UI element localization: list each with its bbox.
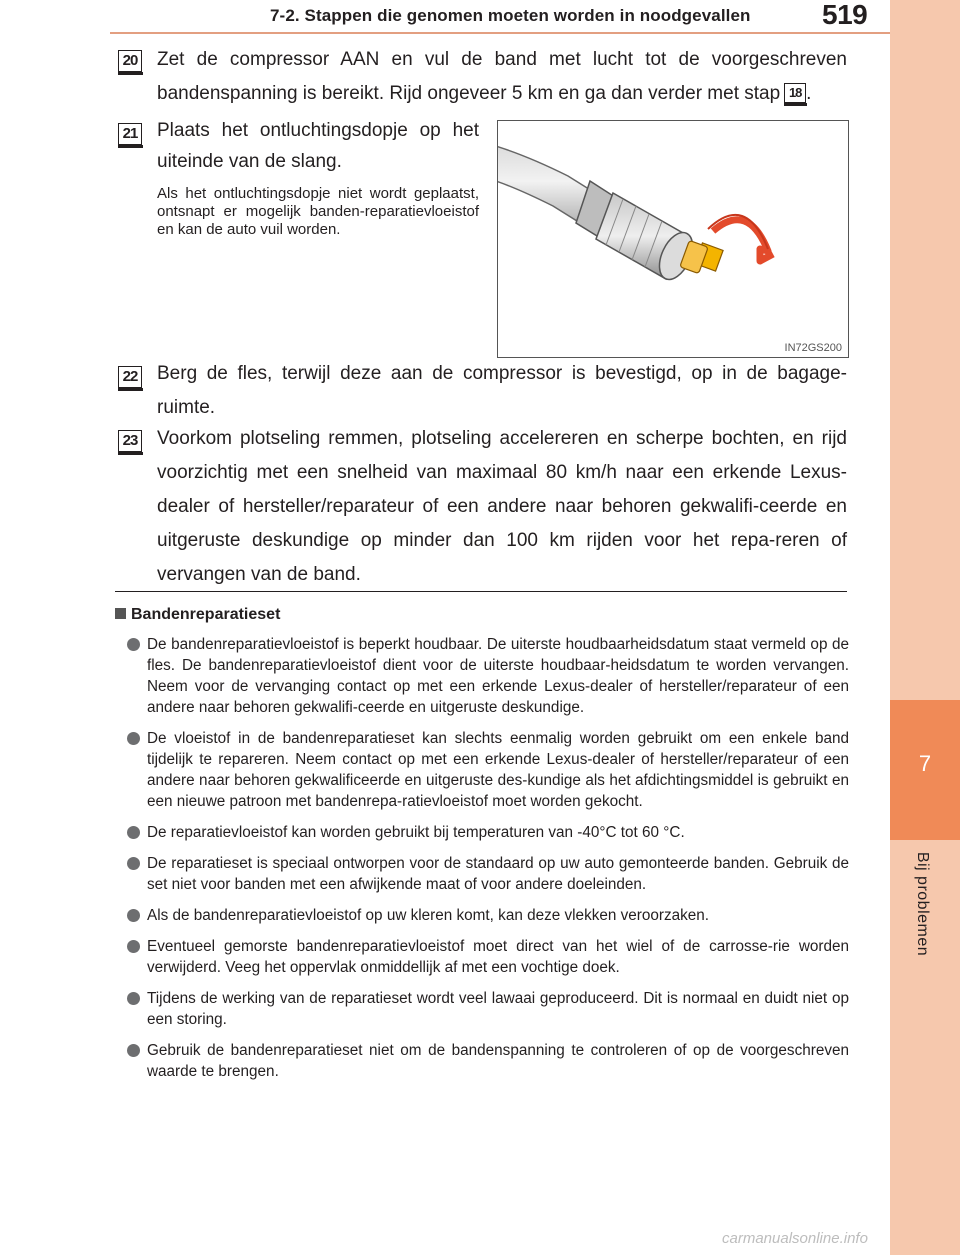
step-note-21: Als het ontluchtingsdopje niet wordt geplaatst, ontsnapt er mogelijk banden-reparatievloeistof en kan de auto vuil worden. <box>157 185 479 238</box>
list-item <box>127 728 849 812</box>
chapter-number: 7 <box>918 751 932 776</box>
header-title: 7-2. Stappen die genomen moeten worden in noodgevallen <box>270 6 751 25</box>
list-item-text: Gebruik de bandenreparatieset niet om de bandenspanning te controleren of op de voorgeschreven waarde te brengen. <box>147 1042 849 1080</box>
section-divider <box>115 591 847 592</box>
hose-cap-illustration <box>497 120 849 358</box>
list-item <box>127 822 849 843</box>
section-heading <box>115 606 280 624</box>
header-rule <box>110 32 890 34</box>
watermark: carmanualsonline.info <box>722 1230 868 1247</box>
step-20-body: Zet de compressor AAN en vul de band met lucht tot de voorgeschreven bandenspanning is bereikt. Rijd ongeveer 5 km en ga dan verder met stap <box>157 49 847 104</box>
bullet-dot-icon <box>127 638 140 651</box>
step-text-20 <box>157 43 847 111</box>
page-header <box>0 0 890 32</box>
list-item <box>127 936 849 978</box>
list-item <box>127 634 849 718</box>
notes-list <box>127 634 849 1092</box>
step-number-23: 23 <box>118 430 142 452</box>
bullet-dot-icon <box>127 1044 140 1057</box>
chapter-box <box>890 700 960 840</box>
list-item-text: Tijdens de werking van de reparatieset wordt veel lawaai geproduceerd. Dit is normaal en duidt niet op een storing. <box>147 990 849 1028</box>
list-item <box>127 853 849 895</box>
step-number-21: 21 <box>118 123 142 145</box>
list-item <box>127 905 849 926</box>
list-item-text: De bandenreparatievloeistof is beperkt houdbaar. De uiterste houdbaarheidsdatum staat vermeld op de fles. De bandenreparatievloeistof dient voor de uiterste houdbaar-heidsdatum te worden vervangen. Neem voor de vervanging contact op met een erkende Lexus-dealer of hersteller/reparateur of een andere naar behoren gekwalifi-ceerde en uitgeruste deskundige. <box>147 636 849 716</box>
bullet-dot-icon <box>127 857 140 870</box>
page-number: 519 <box>822 0 868 30</box>
step-number-22: 22 <box>118 366 142 388</box>
list-item-text: De reparatieset is speciaal ontworpen voor de standaard op uw auto gemonteerde banden. Gebruik de set niet voor banden met een afwijkende maat of voor andere doeleinden. <box>147 855 849 893</box>
section-heading-text: Bandenreparatieset <box>131 606 281 623</box>
figure-code: IN72GS200 <box>784 342 842 354</box>
bullet-dot-icon <box>127 826 140 839</box>
list-item-text: De reparatievloeistof kan worden gebruikt bij temperaturen van -40°C tot 60 °C. <box>147 824 685 841</box>
chapter-side-tab <box>890 0 960 1255</box>
list-item-text: De vloeistof in de bandenreparatieset kan slechts eenmalig worden gebruikt om een enkele band tijdelijk te repareren. Neem contact op met een erkende Lexus-dealer of hersteller/reparateur of een andere naar behoren gekwalificeerde en uitgeruste des-kundige als het afdichtingsmiddel is gebruikt en een nieuwe patroon met bandenrepa-ratievloeistof moet worden gekocht. <box>147 730 849 810</box>
chapter-label: Bij problemen <box>914 851 931 957</box>
step-text-22: Berg de fles, terwijl deze aan de compressor is bevestigd, op in de bagage-ruimte. <box>157 363 847 418</box>
bullet-dot-icon <box>127 940 140 953</box>
list-item <box>127 988 849 1030</box>
step-20-end: . <box>806 83 812 104</box>
list-item-text: Eventueel gemorste bandenreparatievloeistof moet direct van het wiel of de carrosse-rie worden verwijderd. Veeg het oppervlak onmiddellijk af met een vochtige doek. <box>147 938 849 976</box>
hose-cap-drawing <box>498 121 848 357</box>
square-bullet-icon <box>115 608 126 619</box>
bullet-dot-icon <box>127 732 140 745</box>
step-ref-18: 18 <box>784 83 806 103</box>
list-item <box>127 1040 849 1082</box>
bullet-dot-icon <box>127 909 140 922</box>
step-text-21: Plaats het ontluchtingsdopje op het uiteinde van de slang. <box>157 120 479 172</box>
step-text-23: Voorkom plotseling remmen, plotseling accelereren en scherpe bochten, en rijd voorzichtig met een snelheid van maximaal 80 km/h naar een erkende Lexus-dealer of hersteller/reparateur of een andere naar behoren gekwalifi-ceerde en uitgeruste deskundige op minder dan 100 km rijden voor het repa-reren of vervangen van de band. <box>157 428 847 585</box>
step-number-20: 20 <box>118 50 142 72</box>
list-item-text: Als de bandenreparatievloeistof op uw kleren komt, kan deze vlekken veroorzaken. <box>147 907 710 924</box>
bullet-dot-icon <box>127 992 140 1005</box>
